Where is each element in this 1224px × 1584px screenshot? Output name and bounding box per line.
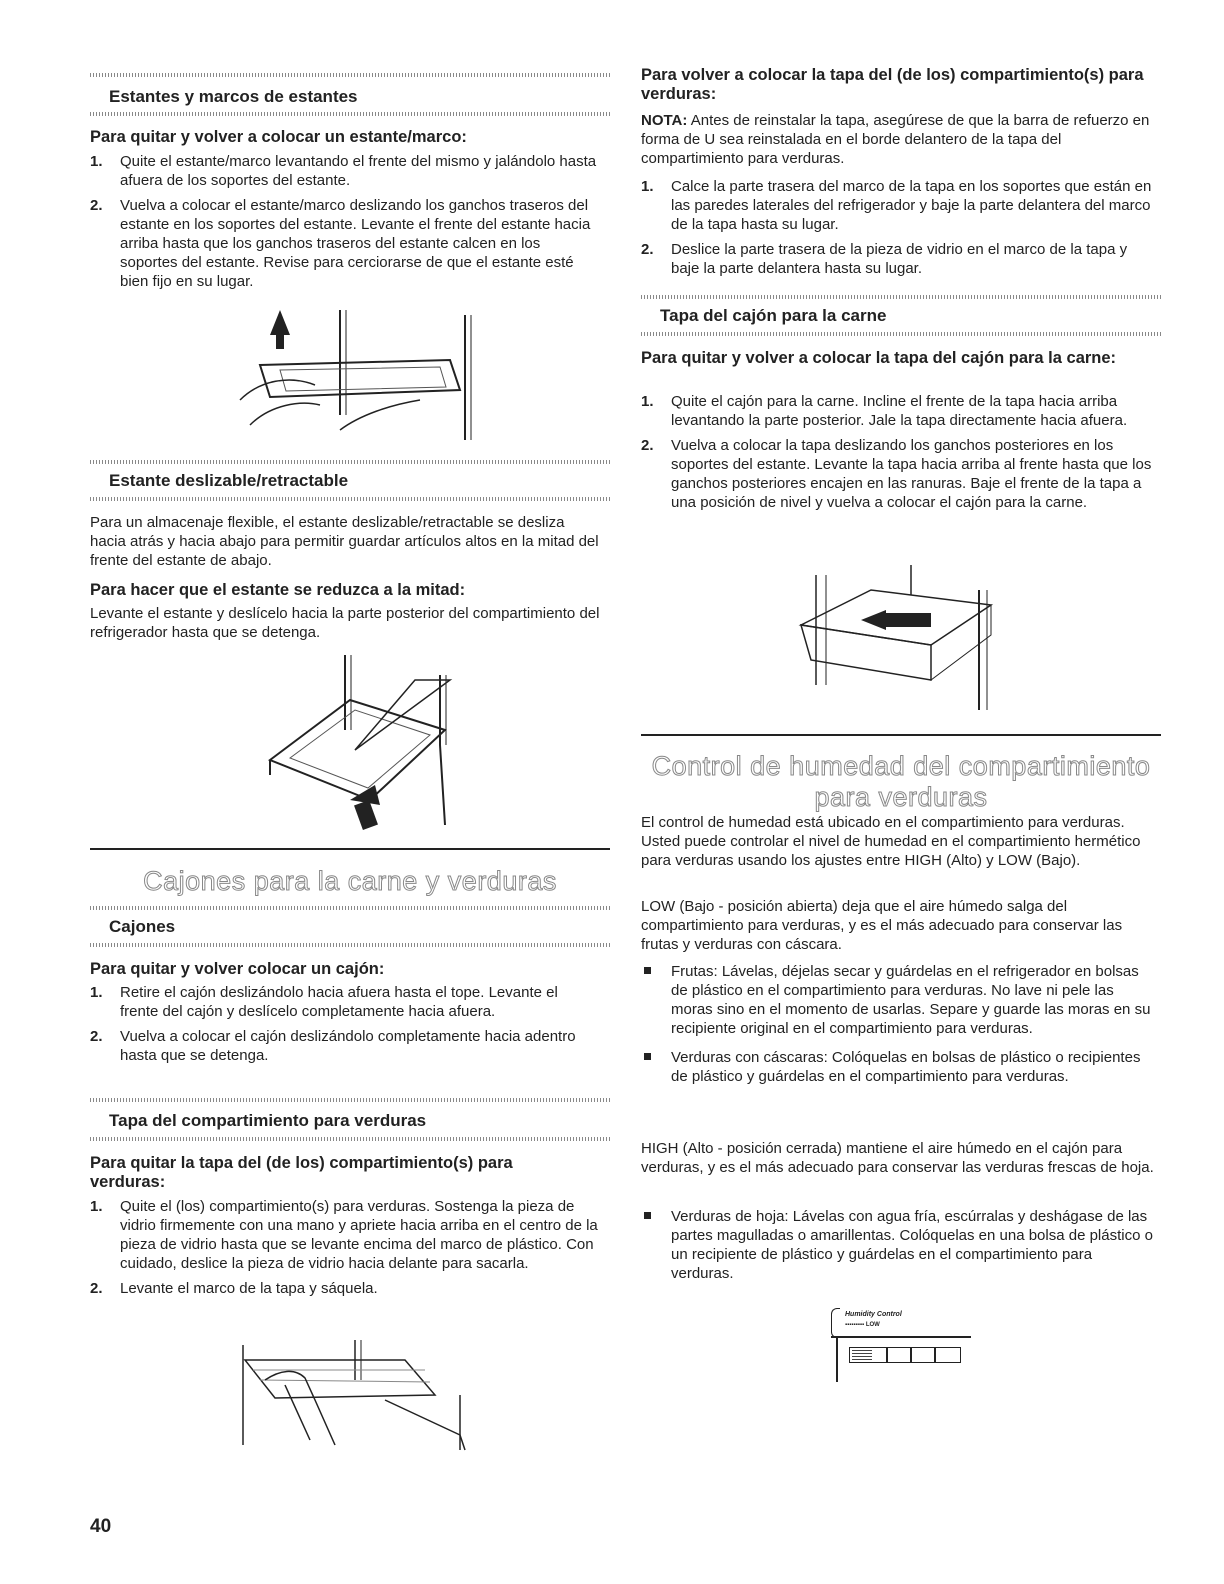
- subheading-remove-shelf: Para quitar y volver a colocar un estante/marco:: [90, 128, 467, 146]
- list-item: 1. Retire el cajón deslizándolo hacia afuera hasta el tope. Levante el frente del cajón y deslícelo completamente hacia afuera.: [90, 984, 558, 1020]
- section-heading-sliding-shelf: Estante deslizable/retractable: [109, 471, 349, 490]
- bullet-list-low: [641, 962, 1156, 1096]
- section-title-drawers: Cajones para la carne y verduras: [143, 866, 557, 896]
- divider: [641, 295, 1161, 299]
- list-item: 1. Quite el (los) compartimiento(s) para verduras. Sostenga la pieza de vidrio firmemente con una mano y apriete hacia arriba en el centro de la pieza de vidrio hasta que se levante encima del marco de plástico. Con cuidado, deslice la pieza de vidrio hacia delante para sacarla.: [90, 1198, 598, 1272]
- paragraph: El control de humedad está ubicado en el compartimiento para verduras. Usted puede controlar el nivel de humedad en el compartimiento hermético para verduras usando los ajustes entre HIGH (Alto) y LOW (Bajo).: [641, 814, 1141, 869]
- arrow-up-icon: [270, 310, 290, 335]
- paragraph: HIGH (Alto - posición cerrada) mantiene el aire húmedo en el cajón para verduras, y es el más adecuado para conservar las verduras frescas de hoja.: [641, 1140, 1154, 1176]
- divider: [90, 460, 610, 464]
- shelf-illustration: [220, 305, 500, 445]
- section-heading-drawers: Cajones: [109, 917, 176, 936]
- divider: [90, 906, 610, 910]
- section-heading-shelves: Estantes y marcos de estantes: [109, 87, 358, 106]
- section-heading-meat-drawer-cover: Tapa del cajón para la carne: [660, 306, 887, 325]
- subheading-remove-cover: Para quitar la tapa del (de los) compartimiento(s) para verduras:: [90, 1154, 513, 1191]
- list-item: 2. Vuelva a colocar la tapa deslizando los ganchos posteriores en los soportes del estante. Levante la tapa hacia arriba al frente hasta que los ganchos posteriores encajen en las ranuras. Baje el frente de la tapa a una posición de nivel y vuelva a colocar el cajón para la carne.: [641, 437, 1152, 511]
- paragraph: Levante el estante y deslícelo hacia la parte posterior del compartimiento del refrigerador hasta que se detenga.: [90, 605, 600, 641]
- paragraph: LOW (Bajo - posición abierta) deja que el aire húmedo salga del compartimiento para verduras, y es el más adecuado para conservar las frutas y verduras con cáscara.: [641, 898, 1123, 953]
- bullet-square-icon: [644, 1212, 651, 1219]
- meat-drawer-illustration: [791, 565, 1011, 715]
- humidity-control-illustration: [831, 1300, 971, 1385]
- divider: [641, 332, 1161, 336]
- steps-meat-cover: [641, 392, 1156, 518]
- list-item: 2. Vuelva a colocar el cajón deslizándolo completamente hacia adentro hasta que se detenga.: [90, 1028, 576, 1064]
- steps-shelf: [90, 152, 600, 297]
- divider: [90, 497, 610, 501]
- list-item: 1. Quite el estante/marco levantando el frente del mismo y jalándolo hasta afuera de los soportes del estante.: [90, 153, 597, 189]
- section-rule: [641, 734, 1161, 736]
- list-item: Frutas: Lávelas, déjelas secar y guárdelas en el refrigerador en bolsas de plástico en el compartimiento para verduras. No lave ni pele las moras sino en el momento de usarlas. Separe y guarde las moras en su recipiente original en el compartimiento para verduras.: [641, 962, 1156, 1038]
- section-rule: [90, 848, 610, 850]
- subheading-replace-cover: Para volver a colocar la tapa del (de los) compartimiento(s) para verduras:: [641, 66, 1144, 103]
- list-item: 1. Quite el cajón para la carne. Incline el frente de la tapa hacia arriba levantando la parte posterior. Jale la tapa directamente hacia afuera.: [641, 393, 1128, 429]
- slider-handle[interactable]: [852, 1350, 872, 1360]
- subheading-half-shelf: Para hacer que el estante se reduzca a la mitad:: [90, 581, 466, 599]
- list-item: 2. Vuelva a colocar el estante/marco deslizando los ganchos traseros del estante en los soportes del estante. Levante el frente del estante hacia arriba hasta que los ganchos traseros del estante calcen en los soportes del estante. Revise para cerciorarse de que el estante esté bien fijo en su lugar.: [90, 197, 591, 290]
- list-item: 2. Deslice la parte trasera de la pieza de vidrio en el marco de la tapa y baje la parte delantera hasta su lugar.: [641, 241, 1128, 277]
- section-title-humidity-line2: para verduras: [814, 782, 988, 812]
- bullet-square-icon: [644, 1053, 651, 1060]
- humidity-control-scale: ▪▪▪▪▪▪▪▪▪ LOW: [845, 1322, 880, 1328]
- divider: [90, 73, 610, 77]
- page-number: 40: [90, 1516, 112, 1537]
- list-item: Verduras de hoja: Lávelas con agua fría, escúrralas y deshágase de las partes magulladas o amarillentas. Colóquelas en una bolsa de plástico o un recipiente de plástico y guárdelas en el compartimiento para verduras.: [641, 1207, 1156, 1283]
- divider: [90, 943, 610, 947]
- list-item: 2. Levante el marco de la tapa y sáquela.: [90, 1280, 378, 1297]
- section-title-humidity-line1: Control de humedad del compartimiento: [651, 751, 1151, 781]
- note-paragraph: NOTA: Antes de reinstalar la tapa, asegúrese de que la barra de refuerzo en forma de U sea reinstalada en el borde delantero de la tapa del compartimiento para verduras.: [641, 112, 1150, 167]
- steps-replace-cover: [641, 177, 1156, 284]
- bullet-list-high: [641, 1207, 1156, 1293]
- divider: [90, 112, 610, 116]
- list-item: 1. Calce la parte trasera del marco de la tapa en los soportes que están en las paredes laterales del refrigerador y baje la parte delantera del marco de la tapa hasta su lugar.: [641, 178, 1152, 233]
- crisper-cover-illustration: [235, 1340, 475, 1455]
- list-item: Verduras con cáscaras: Colóquelas en bolsas de plástico o recipientes de plástico y guárdelas en el compartimiento para verduras.: [641, 1048, 1156, 1086]
- divider: [90, 1137, 610, 1141]
- divider: [90, 1098, 610, 1102]
- humidity-control-label: Humidity Control: [845, 1311, 902, 1318]
- sliding-shelf-illustration: [240, 650, 470, 835]
- subheading-remove-drawer: Para quitar y volver colocar un cajón:: [90, 960, 385, 978]
- section-heading-crisper-cover: Tapa del compartimiento para verduras: [109, 1111, 427, 1130]
- arrow-icon: [861, 610, 886, 630]
- paragraph: Para un almacenaje flexible, el estante deslizable/retractable se desliza hacia atrás y hacia abajo para permitir guardar artículos altos en la mitad del frente del estante de abajo.: [90, 514, 599, 569]
- humidity-slider[interactable]: [849, 1347, 961, 1363]
- bullet-square-icon: [644, 967, 651, 974]
- steps-cover: [90, 1197, 600, 1304]
- subheading-meat-cover: Para quitar y volver a colocar la tapa del cajón para la carne:: [641, 349, 1117, 367]
- steps-drawer: [90, 983, 600, 1071]
